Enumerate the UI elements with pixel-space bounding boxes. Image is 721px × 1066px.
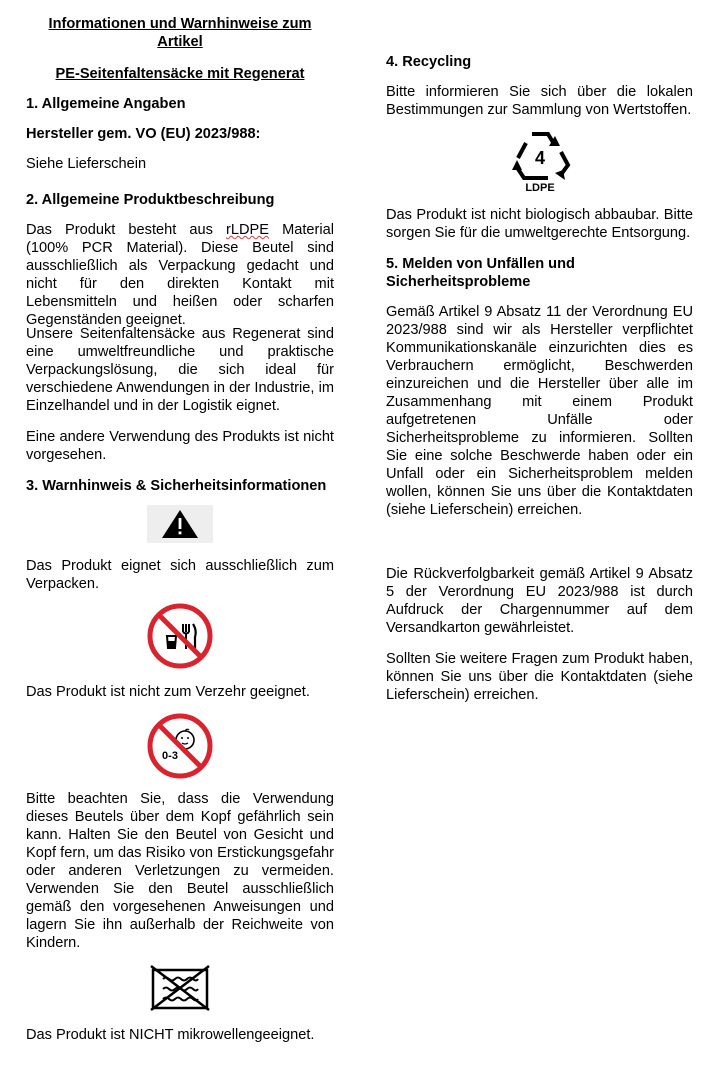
spellcheck-marked-word: rLDPE: [226, 222, 269, 238]
section4-heading: 4. Recycling: [386, 54, 472, 70]
section2-paragraph-2: Unsere Seitenfaltensäcke aus Regenerat sind eine umweltfreundliche und praktische Verpackungslösung, die sich ideal für verschiedene Anwendungen in der Industrie, im Einzelhandel und in der Logistik eignet.: [26, 326, 334, 414]
document-title: Informationen und Warnhinweise zum Artikel: [48, 16, 312, 50]
recycling-code: 4: [534, 148, 546, 168]
recycling-paragraph-2: Das Produkt ist nicht biologisch abbaubar. Bitte sorgen Sie für die umweltgerechte Entsorgung.: [386, 207, 693, 241]
no-microwave-icon: [150, 964, 210, 1012]
product-title: PE-Seitenfaltensäcke mit Regenerat: [55, 66, 305, 82]
no-food-icon: [147, 603, 213, 669]
age-range-label: 0-3: [162, 750, 178, 762]
traceability-paragraph: Die Rückverfolgbarkeit gemäß Artikel 9 Absatz 5 der Verordnung EU 2023/988 ist durch Aufdruck der Chargennummer auf dem Versandkarton gewährleistet.: [386, 566, 693, 636]
children-under-3-prohibition-icon: [147, 713, 213, 779]
section2-paragraph-3: Eine andere Verwendung des Produkts ist nicht vorgesehen.: [26, 429, 334, 463]
section1-heading: 1. Allgemeine Angaben: [26, 96, 186, 112]
recycling-paragraph-1: Bitte informieren Sie sich über die lokalen Bestimmungen zur Sammlung von Wertstoffen.: [386, 84, 693, 118]
section2-paragraph-1: Das Produkt besteht aus rLDPE Material (100% PCR Material). Diese Beutel sind ausschließlich als Verpackung gedacht und nicht für den direkten Kontakt mit Lebensmitteln und heißen oder scharfen Gegenständen geeignet.: [26, 222, 334, 328]
section5-heading: 5. Melden von Unfällen und Sicherheitsprobleme: [386, 256, 575, 290]
manufacturer-value: Siehe Lieferschein: [26, 156, 147, 172]
packing-only-text: Das Produkt eignet sich ausschließlich zum Verpacken.: [26, 558, 334, 592]
manufacturer-label: Hersteller gem. VO (EU) 2023/988:: [26, 126, 261, 142]
suffocation-warning-text: Bitte beachten Sie, dass die Verwendung dieses Beutels über dem Kopf gefährlich sein kann. Halten Sie den Beutel von Gesicht und Kopf fern, um das Risiko von Erstickungsgefahr oder anderen Verletzungen zu vermeiden. Verwenden Sie den Beutel ausschließlich gemäß den vorgesehenen Anweisungen und lagern Sie ihn außerhalb der Reichweite von Kindern.: [26, 791, 334, 951]
section2-heading: 2. Allgemeine Produktbeschreibung: [26, 192, 275, 208]
reporting-paragraph-1: Gemäß Artikel 9 Absatz 11 der Verordnung EU 2023/988 sind wir als Hersteller verpflichtet Kommunikationskanäle einzurichten dies es Verbrauchern ermöglicht, Beschwerden einzureichen und die Hersteller über alle im Zusammenhang mit einem Produkt aufgetretenen Unfälle oder Sicherheitsprobleme zu informieren. Sollten Sie eine solche Beschwerde haben oder ein Unfall oder ein Sicherheitsproblem melden wollen, können Sie uns über die Kontaktdaten (siehe Lieferschein) erreichen.: [386, 304, 693, 518]
further-questions-paragraph: Sollten Sie weitere Fragen zum Produkt haben, können Sie uns über die Kontaktdaten (siehe Lieferschein) erreichen.: [386, 651, 693, 703]
not-for-consumption-text: Das Produkt ist nicht zum Verzehr geeignet.: [26, 684, 310, 700]
section3-heading: 3. Warnhinweis & Sicherheitsinformationen: [26, 478, 327, 494]
recycling-material-label: LDPE: [525, 182, 555, 194]
no-microwave-text: Das Produkt ist NICHT mikrowellengeeignet.: [26, 1027, 315, 1043]
warning-icon: [147, 505, 213, 543]
recycling-ldpe-icon: [508, 128, 572, 194]
